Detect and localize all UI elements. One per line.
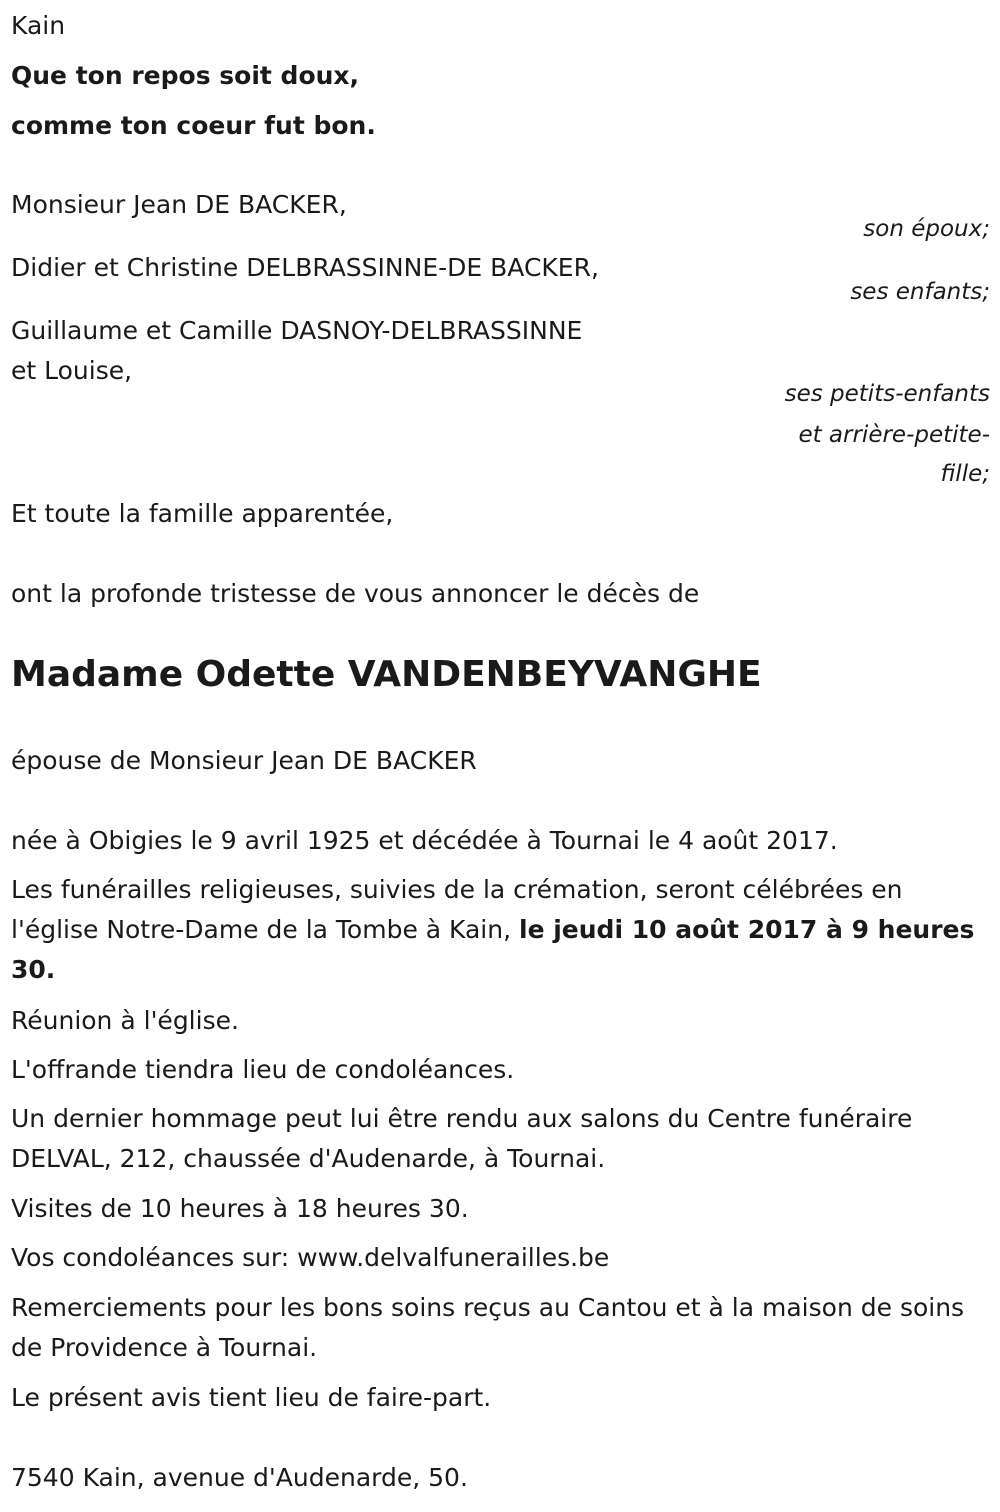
address: 7540 Kain, avenue d'Audenarde, 50. [11,1463,468,1492]
funeral-paragraph [11,870,986,990]
grandchildren-name-1: Guillaume et Camille DASNOY-DELBRASSINNE [11,316,583,345]
grandchildren-role-3: fille; [940,461,990,487]
location-header: Kain [11,11,66,40]
announcement-intro: ont la profonde tristesse de vous annoncer le décès de [11,579,700,608]
offering: L'offrande tiendra lieu de condoléances. [11,1055,515,1084]
grandchildren-role-1: ses petits-enfants [784,381,990,407]
deceased-name: Madame Odette VANDENBEYVANGHE [11,654,762,695]
poem-line-2: comme ton coeur fut bon. [11,111,376,140]
notice: Le présent avis tient lieu de faire-part. [11,1383,492,1412]
grandchildren-name-2: et Louise, [11,356,133,385]
reunion: Réunion à l'église. [11,1006,239,1035]
grandchildren-role-2: et arrière-petite- [798,422,990,448]
tribute-paragraph: Un dernier hommage peut lui être rendu aux salons du Centre funéraire DELVAL, 212, chaussée d'Audenarde, à Tournai. [11,1104,913,1173]
spouse-of: épouse de Monsieur Jean DE BACKER [11,746,477,775]
extended-family: Et toute la famille apparentée, [11,499,394,528]
thanks-paragraph: Remerciements pour les bons soins reçus au Cantou et à la maison de soins de Providence à Tournai. [11,1293,965,1362]
children-name: Didier et Christine DELBRASSINNE-DE BACKER, [11,253,599,282]
birth-death-dates: née à Obigies le 9 avril 1925 et décédée à Tournai le 4 août 2017. [11,826,838,855]
poem-line-1: Que ton repos soit doux, [11,61,360,90]
children-role: ses enfants; [850,279,990,305]
spouse-name: Monsieur Jean DE BACKER, [11,190,347,219]
funeral-date: le jeudi 10 août 2017 à 9 heures 30. [11,915,975,984]
condolences: Vos condoléances sur: www.delvalfunerailles.be [11,1243,610,1272]
visits: Visites de 10 heures à 18 heures 30. [11,1194,469,1223]
spouse-role: son époux; [863,216,990,242]
funeral-text: Les funérailles religieuses, suivies de la crémation, seront célébrées en l'église Notre-Dame de la Tombe à Kain, [11,875,903,944]
